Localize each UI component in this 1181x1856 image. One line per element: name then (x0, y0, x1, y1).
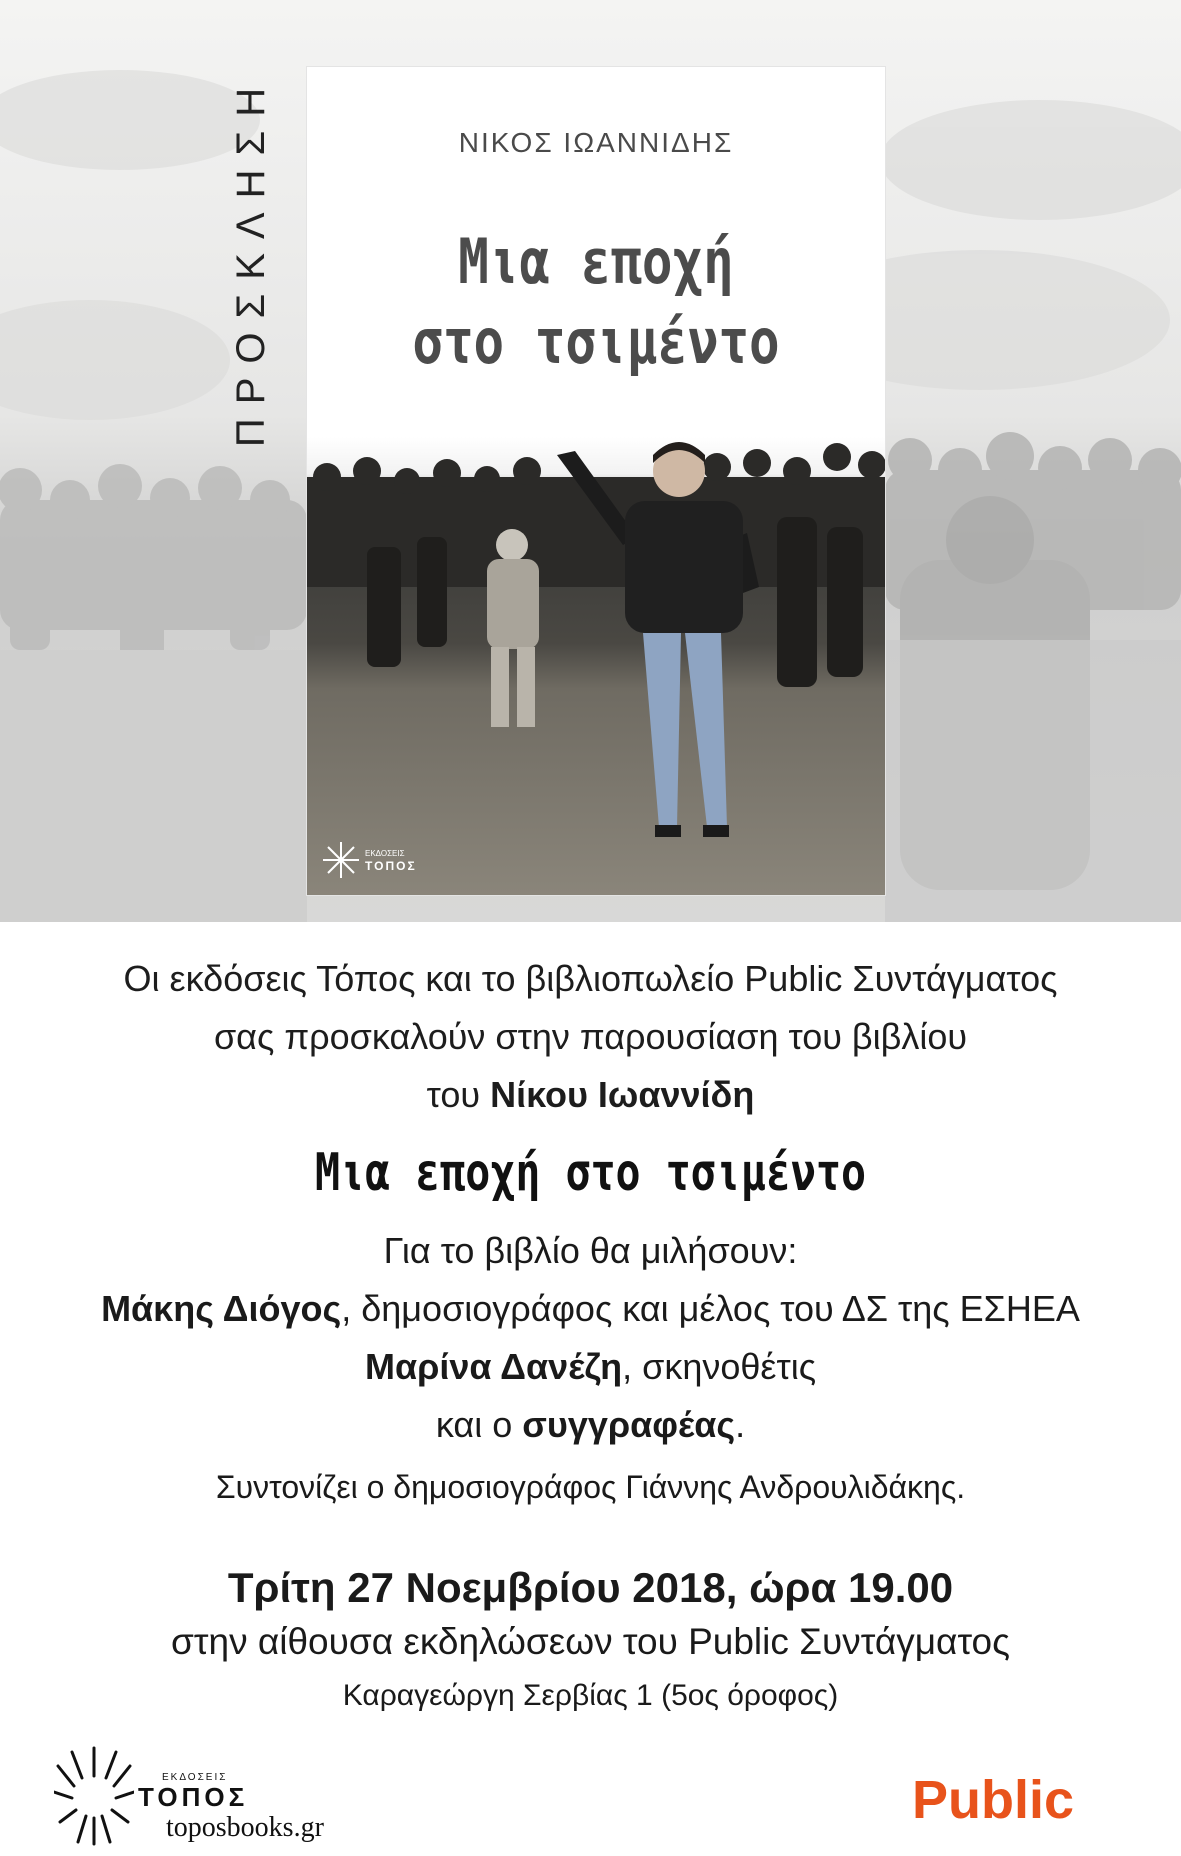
speaker-3 (0, 1396, 1181, 1454)
speaker-3-prefix: και ο (435, 1404, 523, 1445)
cover-crowd-photo (307, 437, 885, 895)
speakers-heading: Για το βιβλίο θα μιλήσουν: (383, 1230, 798, 1271)
speaker-2 (0, 1338, 1181, 1396)
event-address: Καραγεώργη Σερβίας 1 (5ος όροφος) (342, 1679, 839, 1712)
invitation-text (0, 950, 1181, 1724)
invitation-vertical-label (222, 70, 282, 450)
cover-title-line1: Μια εποχή (458, 225, 734, 298)
speaker-1-name: Μάκης Διόγος (101, 1288, 342, 1329)
hero-banner (0, 0, 1181, 922)
topos-publisher-logo (54, 1746, 354, 1846)
hosts-line2: σας προσκαλούν στην παρουσίαση του βιβλίου (213, 1016, 968, 1057)
event-venue: στην αίθουσα εκδηλώσεων του Public Συντάγματος (171, 1621, 1010, 1662)
topos-sunburst-icon (54, 1746, 134, 1846)
cover-title (359, 222, 833, 382)
cover-publisher-small: ΕΚΔΟΣΕΙΣ (365, 849, 405, 858)
cover-title-line2: στο τσιμέντο (412, 305, 780, 378)
book-cover (307, 67, 885, 895)
cover-publisher-name: ΤΟΠΟΣ (365, 859, 417, 873)
moderator-line: Συντονίζει ο δημοσιογράφος Γιάννης Ανδρουλιδάκης. (215, 1469, 966, 1505)
topos-website: toposbooks.gr (166, 1812, 324, 1843)
hosts-line3 (0, 1066, 1181, 1124)
public-brand-logo: Public (912, 1770, 1075, 1830)
topos-name: ΤΟΠΟΣ (138, 1782, 249, 1812)
author-name: Νίκου Ιωαννίδη (490, 1074, 755, 1115)
event-date: Τρίτη 27 Νοεμβρίου 2018, ώρα 19.00 (227, 1564, 954, 1611)
topos-sunburst-icon (321, 840, 361, 880)
hosts-line3-prefix: του (426, 1074, 491, 1115)
hosts-line1: Οι εκδόσεις Τόπος και το βιβλιοπωλείο Public Συντάγματος (123, 958, 1058, 999)
invitation-label-text: ΠΡΟΣΚΛΗΣΗ (229, 73, 274, 447)
speaker-2-name: Μαρίνα Δανέζη (364, 1346, 623, 1387)
topos-small-label: ΕΚΔΟΣΕΙΣ (162, 1772, 228, 1783)
cover-author: ΝΙΚΟΣ ΙΩΑΝΝΙΔΗΣ (458, 127, 734, 158)
speaker-1 (0, 1280, 1181, 1338)
speaker-3-role: . (735, 1404, 746, 1445)
book-title: Μια εποχή στο τσιμέντο (315, 1143, 866, 1203)
speaker-1-role: , δημοσιογράφος και μέλος του ΔΣ της ΕΣΗΕΑ (341, 1288, 1080, 1329)
speaker-3-name: συγγραφέας (522, 1404, 736, 1445)
cover-publisher-logo (321, 835, 421, 885)
speaker-2-role: , σκηνοθέτις (622, 1346, 817, 1387)
